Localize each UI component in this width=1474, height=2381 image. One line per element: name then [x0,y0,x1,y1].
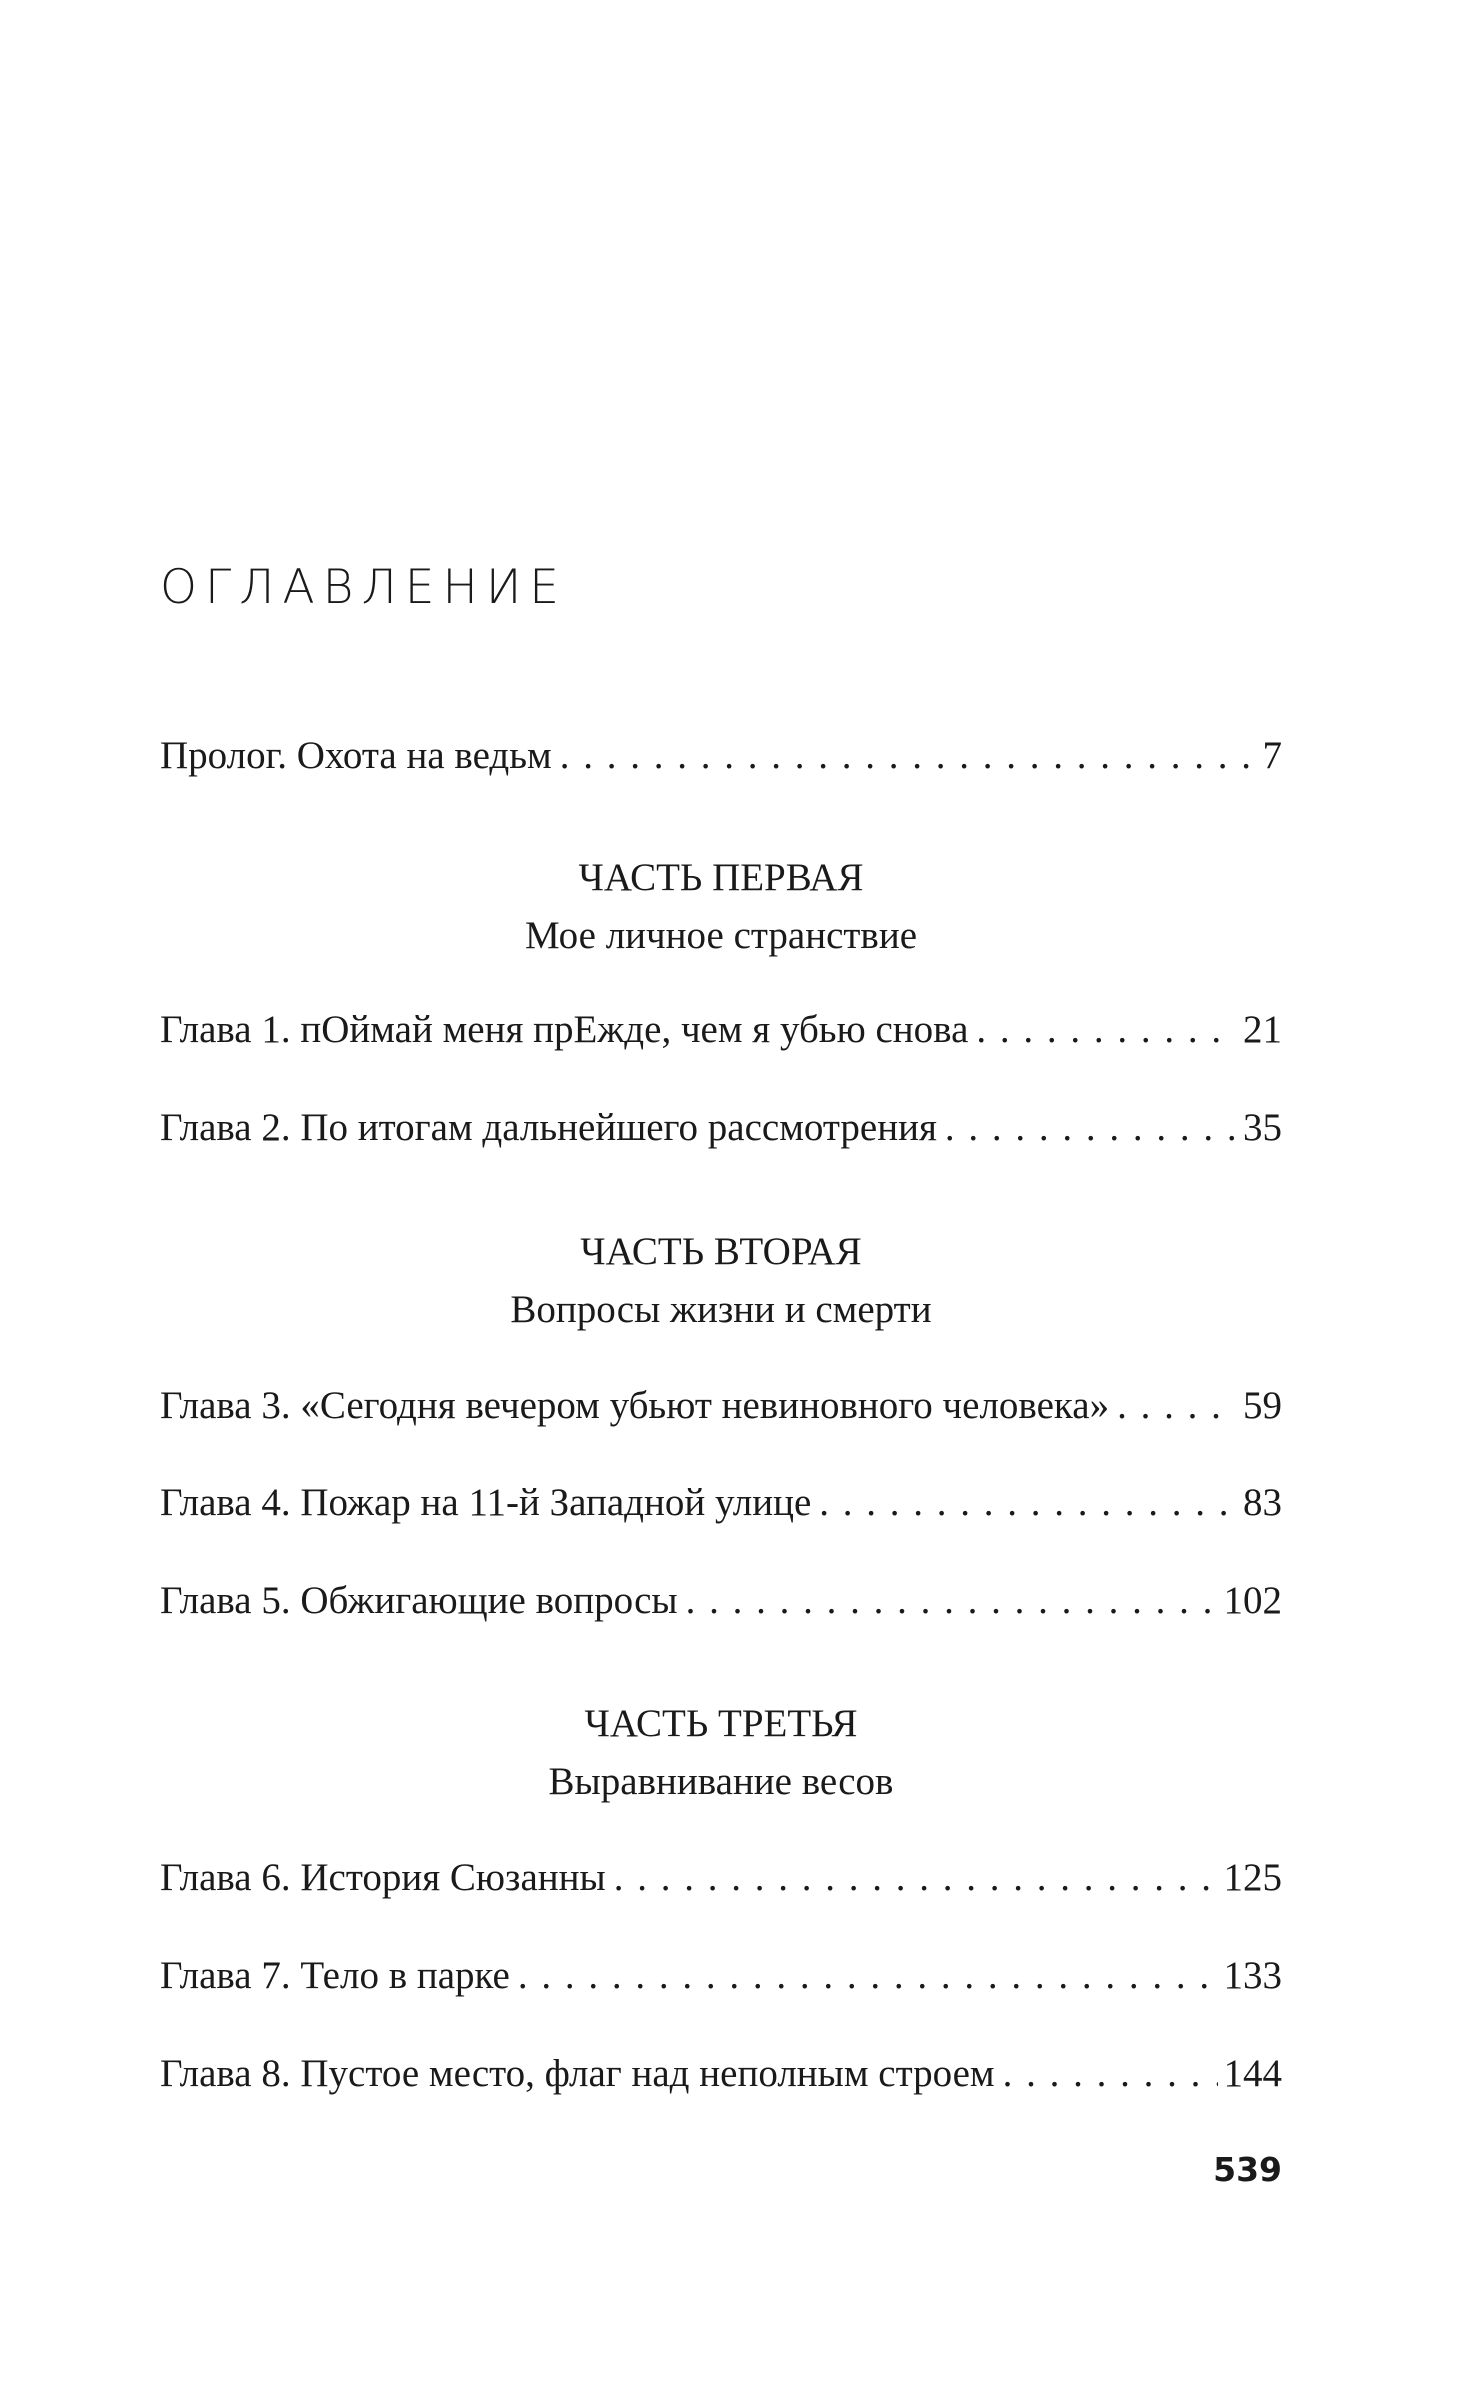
toc-entry-page: 133 [1223,1954,1282,1997]
part-subtitle: Мое личное странствие [524,914,918,957]
toc-entry-page: 83 [1243,1481,1282,1524]
part-subtitle: Выравнивание весов [548,1760,894,1803]
toc-entry-label: Глава 5. Обжигающие вопросы [160,1579,678,1622]
toc-entry-prologue [160,730,1282,782]
toc-entry-chapter [160,2048,1282,2100]
dot-leader [1117,1380,1237,1432]
dot-leader [945,1102,1237,1154]
toc-entry-label: Глава 6. История Сюзанны [160,1856,606,1899]
toc-entry-label: Глава 4. Пожар на 11-й Западной улице [160,1481,812,1524]
toc-entry-page: 102 [1223,1579,1282,1622]
toc-entry-page: 59 [1243,1384,1282,1427]
toc-entry-label: Глава 1. пОймай меня прЕжде, чем я убью снова [160,1008,969,1051]
dot-leader [518,1950,1218,2002]
toc-entry-label: Глава 7. Тело в парке [160,1954,510,1997]
dot-leader [976,1004,1237,1056]
dot-leader [686,1575,1218,1627]
part-heading: ЧАСТЬ ТРЕТЬЯ [584,1702,858,1745]
dot-leader [819,1477,1237,1529]
toc-entry-page: 35 [1243,1106,1282,1149]
toc-entry-page: 125 [1223,1856,1282,1899]
toc-entry-page: 7 [1262,734,1282,777]
part-heading: ЧАСТЬ ВТОРАЯ [580,1230,862,1273]
toc-entry-label: Глава 3. «Сегодня вечером убьют невиновного человека» [160,1384,1110,1427]
dot-leader [1003,2048,1218,2100]
dot-leader [614,1852,1218,1904]
toc-entry-chapter [160,1477,1282,1529]
toc-heading: ОГЛАВЛЕНИЕ [160,560,568,615]
toc-entry-chapter [160,1102,1282,1154]
part-subtitle: Вопросы жизни и смерти [510,1288,932,1331]
toc-entry-chapter [160,1575,1282,1627]
toc-entry-page: 21 [1243,1008,1282,1051]
part-heading: ЧАСТЬ ПЕРВАЯ [578,856,864,899]
page-number: 539 [1213,2150,1282,2189]
dot-leader [560,730,1257,782]
toc-entry-chapter [160,1950,1282,2002]
toc-entry-chapter [160,1004,1282,1056]
toc-entry-label: Глава 8. Пустое место, флаг над неполным строем [160,2052,995,2095]
toc-entry-label: Глава 2. По итогам дальнейшего рассмотрения [160,1106,937,1149]
toc-entry-chapter [160,1852,1282,1904]
toc-entry-label: Пролог. Охота на ведьм [160,734,552,777]
toc-entry-chapter [160,1380,1282,1432]
toc-entry-page: 144 [1223,2052,1282,2095]
